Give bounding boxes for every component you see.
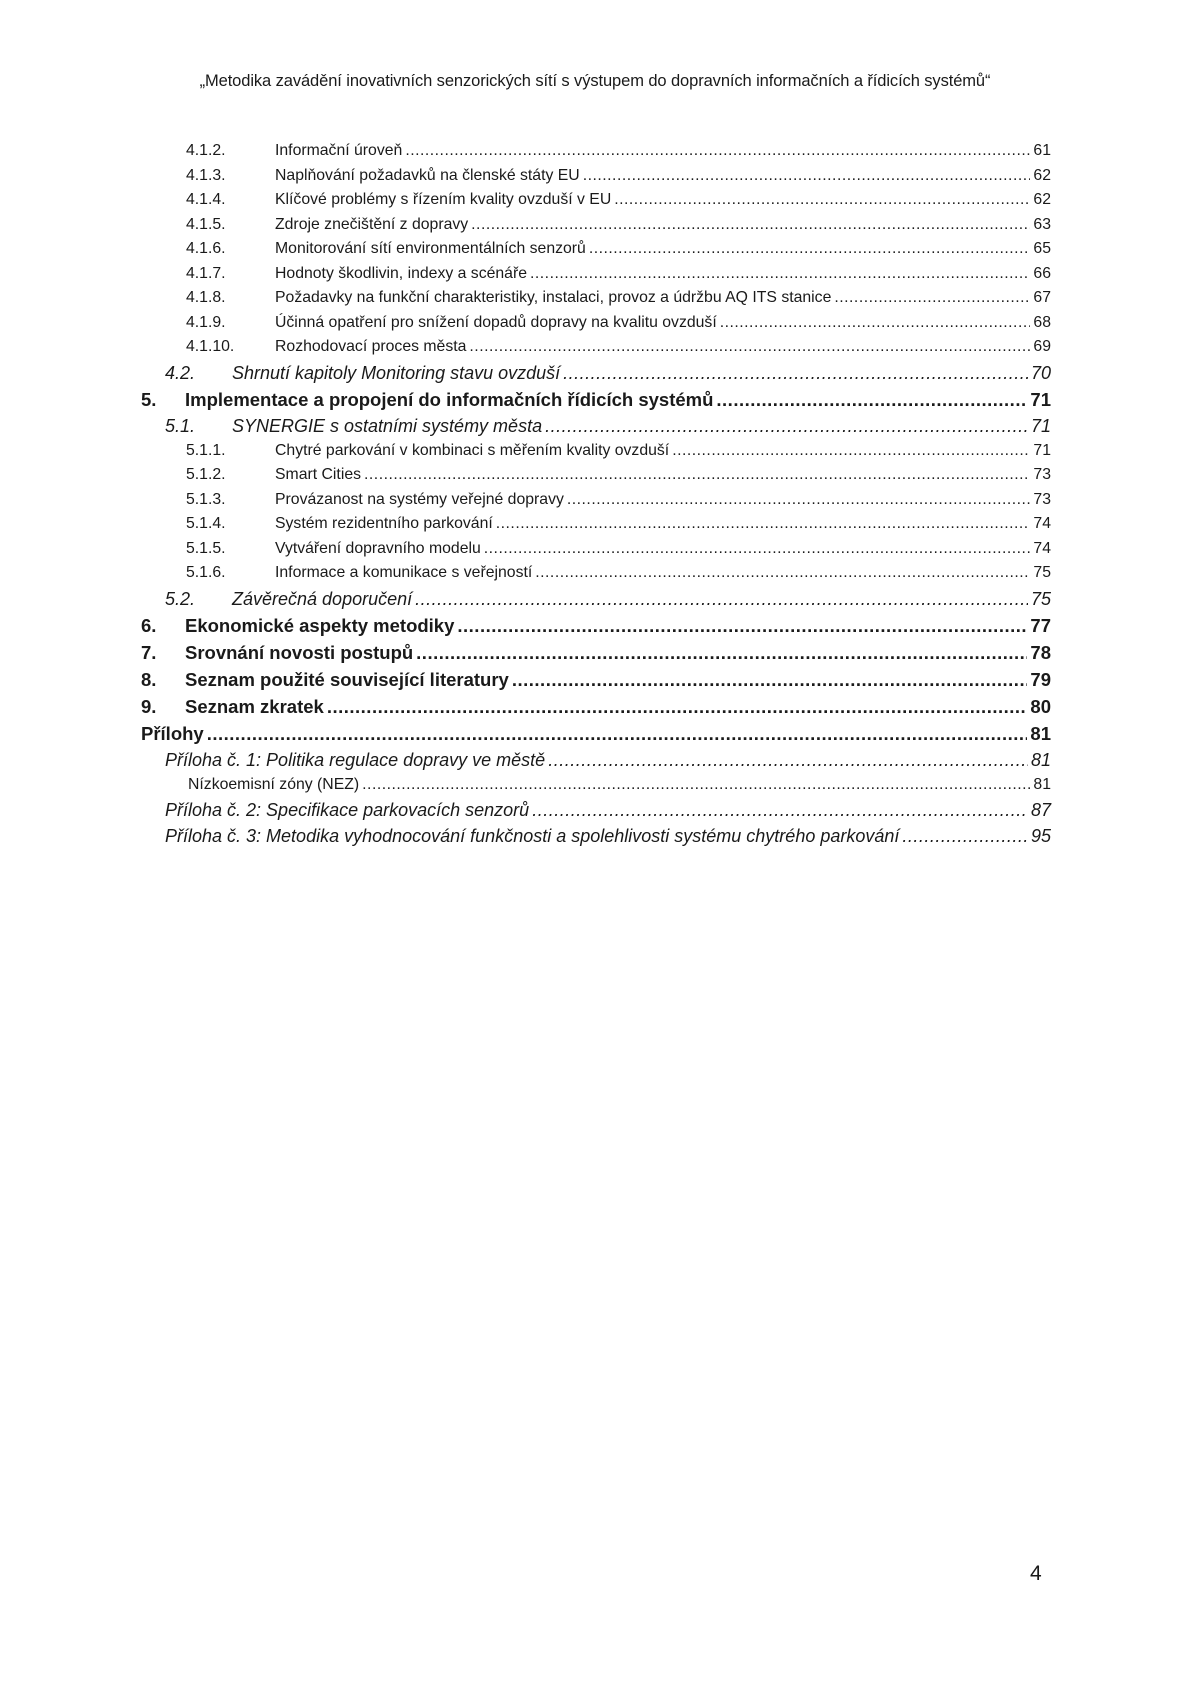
toc-title: Závěrečná doporučení [232, 588, 413, 609]
toc-page: 95 [1030, 825, 1051, 846]
dot-leader [563, 363, 1028, 384]
dot-leader [567, 491, 1031, 509]
toc-title: Naplňování požadavků na členské státy EU [275, 166, 580, 184]
toc-entry[interactable] [141, 515, 1051, 540]
toc-number: 5. [141, 388, 157, 410]
page-number: 4 [1030, 1562, 1042, 1585]
toc-entry[interactable] [141, 167, 1051, 192]
toc-entry[interactable] [141, 314, 1051, 339]
toc-page: 75 [1030, 588, 1051, 609]
toc-entry[interactable] [141, 416, 1051, 442]
toc-title: Chytré parkování v kombinaci s měřením kvality ovzduší [275, 441, 670, 459]
toc-page: 71 [1030, 388, 1051, 410]
toc-title: Srovnání novosti postupů [185, 641, 414, 663]
toc-page: 65 [1033, 240, 1051, 257]
toc-entry-appendix-sub[interactable] [141, 776, 1051, 800]
toc-entry[interactable] [141, 642, 1051, 669]
table-of-contents [141, 142, 1051, 852]
toc-number: 4.1.3. [186, 166, 226, 184]
toc-title: Vytváření dopravního modelu [275, 539, 481, 557]
toc-page: 81 [1033, 775, 1051, 793]
toc-title: Informace a komunikace s veřejností [275, 564, 533, 581]
dot-leader [416, 642, 1027, 664]
toc-entry[interactable] [141, 589, 1051, 615]
dot-leader [415, 589, 1028, 610]
toc-title: Nízkoemisní zóny (NEZ) [188, 775, 360, 793]
toc-number: 8. [141, 668, 157, 690]
toc-page: 62 [1033, 191, 1051, 208]
dot-leader [405, 142, 1030, 160]
toc-page: 70 [1030, 362, 1051, 383]
dot-leader [457, 615, 1027, 637]
toc-number: 5.1.4. [186, 515, 226, 532]
toc-page: 73 [1033, 490, 1051, 508]
toc-page: 74 [1033, 539, 1051, 557]
toc-entry[interactable] [141, 564, 1051, 589]
dot-leader [469, 338, 1030, 356]
toc-entry[interactable] [141, 240, 1051, 265]
toc-entry[interactable] [141, 191, 1051, 216]
dot-leader [512, 669, 1028, 691]
dot-leader [535, 564, 1030, 582]
toc-number: 5.1.1. [186, 441, 226, 459]
dot-leader [496, 515, 1031, 533]
toc-page: 69 [1033, 338, 1051, 355]
toc-number: 5.1.3. [186, 490, 226, 508]
toc-entry[interactable] [141, 615, 1051, 642]
toc-title: Informační úroveň [275, 142, 403, 159]
dot-leader [532, 800, 1028, 821]
toc-page: 74 [1033, 515, 1051, 532]
toc-title: Příloha č. 3: Metodika vyhodnocování funkčnosti a spolehlivosti systému chytrého parkování [165, 825, 900, 846]
toc-entry[interactable] [141, 669, 1051, 696]
toc-title: Hodnoty škodlivin, indexy a scénáře [275, 264, 528, 282]
toc-number: 5.2. [165, 588, 196, 609]
toc-page: 78 [1030, 641, 1051, 663]
toc-number: 5.1.5. [186, 539, 226, 557]
toc-page: 81 [1030, 722, 1051, 744]
toc-entry[interactable] [141, 466, 1051, 491]
toc-page: 63 [1033, 215, 1051, 233]
toc-title: Implementace a propojení do informačních řídicích systémů [185, 388, 714, 410]
dot-leader [902, 826, 1028, 847]
dot-leader [530, 265, 1030, 283]
toc-entry[interactable] [141, 540, 1051, 565]
dot-leader [362, 776, 1030, 794]
toc-number: 5.1. [165, 415, 196, 436]
toc-number: 6. [141, 614, 157, 636]
toc-entry[interactable] [141, 289, 1051, 314]
dot-leader [548, 750, 1028, 771]
toc-page: 66 [1033, 264, 1051, 282]
toc-entry[interactable] [141, 216, 1051, 241]
dot-leader [207, 723, 1028, 745]
toc-entry[interactable] [141, 491, 1051, 516]
toc-entry-appendix[interactable] [141, 826, 1051, 852]
toc-page: 87 [1030, 799, 1051, 820]
toc-number: 4.1.9. [186, 313, 226, 331]
toc-title: Seznam použité související literatury [185, 668, 509, 690]
dot-leader [672, 442, 1030, 460]
toc-entry[interactable] [141, 265, 1051, 290]
toc-page: 68 [1033, 313, 1051, 331]
toc-title: Příloha č. 1: Politika regulace dopravy ve městě [165, 749, 546, 770]
toc-entry-appendices[interactable] [141, 723, 1051, 750]
dot-leader [583, 167, 1031, 185]
toc-entry[interactable] [141, 696, 1051, 723]
toc-entry[interactable] [141, 338, 1051, 363]
toc-title: Provázanost na systémy veřejné dopravy [275, 490, 564, 508]
toc-page: 81 [1030, 749, 1051, 770]
toc-page: 71 [1030, 415, 1051, 436]
toc-number: 4.2. [165, 362, 196, 383]
toc-page: 62 [1033, 166, 1051, 184]
dot-leader [364, 466, 1030, 484]
toc-page: 77 [1030, 614, 1051, 636]
toc-page: 73 [1033, 466, 1051, 483]
toc-number: 4.1.4. [186, 191, 226, 208]
toc-number: 4.1.8. [186, 289, 226, 306]
dot-leader [484, 540, 1031, 558]
toc-title: Monitorování sítí environmentálních senzorů [275, 240, 586, 257]
toc-page: 75 [1033, 564, 1051, 581]
toc-number: 7. [141, 641, 157, 663]
toc-title: Ekonomické aspekty metodiky [185, 614, 455, 636]
toc-entry[interactable] [141, 363, 1051, 389]
toc-number: 4.1.6. [186, 240, 226, 257]
toc-page: 61 [1033, 142, 1051, 159]
dot-leader [834, 289, 1030, 307]
toc-number: 5.1.6. [186, 564, 226, 581]
toc-title: Systém rezidentního parkování [275, 515, 493, 532]
dot-leader [545, 416, 1028, 437]
dot-leader [589, 240, 1031, 258]
dot-leader [720, 314, 1031, 332]
toc-title: Příloha č. 2: Specifikace parkovacích senzorů [165, 799, 530, 820]
toc-number: 9. [141, 695, 157, 717]
dot-leader [716, 389, 1027, 411]
toc-entry[interactable] [141, 389, 1051, 416]
dot-leader [327, 696, 1028, 718]
toc-number: 4.1.10. [186, 338, 235, 355]
toc-title: Shrnutí kapitoly Monitoring stavu ovzduší [232, 362, 561, 383]
toc-title: Rozhodovací proces města [275, 338, 467, 355]
toc-title: Požadavky na funkční charakteristiky, instalaci, provoz a údržbu AQ ITS stanice [275, 289, 832, 306]
toc-entry-appendix[interactable] [141, 750, 1051, 776]
toc-entry[interactable] [141, 442, 1051, 467]
toc-entry-appendix[interactable] [141, 800, 1051, 826]
toc-page: 79 [1030, 668, 1051, 690]
dot-leader [471, 216, 1030, 234]
running-header: „Metodika zavádění inovativních senzorických sítí s výstupem do dopravních informačních a řídicích systémů“ [199, 72, 991, 90]
toc-page: 67 [1033, 289, 1051, 306]
toc-title: Účinná opatření pro snížení dopadů dopravy na kvalitu ovzduší [275, 313, 717, 331]
toc-page: 71 [1033, 441, 1051, 459]
toc-number: 4.1.5. [186, 215, 226, 233]
toc-title: Smart Cities [275, 466, 362, 483]
toc-number: 4.1.7. [186, 264, 226, 282]
toc-title: Seznam zkratek [185, 695, 324, 717]
toc-title: Přílohy [141, 722, 204, 744]
toc-entry[interactable] [141, 142, 1051, 167]
toc-number: 5.1.2. [186, 466, 226, 483]
toc-number: 4.1.2. [186, 142, 226, 159]
toc-page: 80 [1030, 695, 1051, 717]
toc-title: Klíčové problémy s řízením kvality ovzduší v EU [275, 191, 612, 208]
toc-title: Zdroje znečištění z dopravy [275, 215, 469, 233]
dot-leader [614, 191, 1030, 209]
toc-title: SYNERGIE s ostatními systémy města [232, 415, 543, 436]
